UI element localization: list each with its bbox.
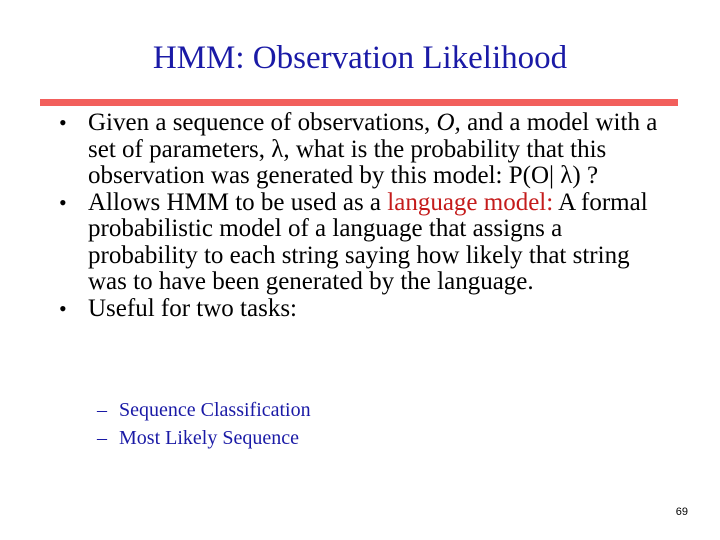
bullet-language-model <box>0 190 658 296</box>
title-divider <box>40 99 678 106</box>
slide-title: HMM: Observation Likelihood <box>152 40 568 76</box>
sub-bullet-sequence-classification <box>0 396 720 424</box>
bullet-observation-likelihood <box>0 110 658 190</box>
sub-bullet-marker: – <box>97 427 107 449</box>
bullet-text: A formal probabilistic model of a language that assigns a probability to each string saying how likely that string was to have been generated by the language. <box>88 188 648 295</box>
sub-bullet-list <box>0 396 720 452</box>
bullet-marker: • <box>59 295 67 321</box>
bullet-text: Useful for two tasks: <box>88 294 297 322</box>
page-number: 69 <box>675 506 688 518</box>
sub-bullet-most-likely-sequence <box>0 424 720 452</box>
bullet-text: Allows HMM to be used as a <box>88 188 388 216</box>
sub-bullet-marker: – <box>97 399 107 421</box>
sub-bullet-text: Sequence Classification <box>119 399 311 421</box>
bullet-text: Given a sequence of observations, <box>88 109 437 136</box>
bullet-emphasis: O, <box>436 109 461 136</box>
bullet-list <box>0 110 720 322</box>
language-model-highlight: language model: <box>387 188 554 216</box>
bullet-text: and a model with a set of parameters, λ, what is the probability that this observation was generated by this model: P(O| λ) ? <box>88 109 658 189</box>
bullet-marker: • <box>59 110 67 135</box>
bullet-two-tasks <box>0 296 658 323</box>
sub-bullet-text: Most Likely Sequence <box>119 427 299 449</box>
bullet-marker: • <box>59 189 67 215</box>
